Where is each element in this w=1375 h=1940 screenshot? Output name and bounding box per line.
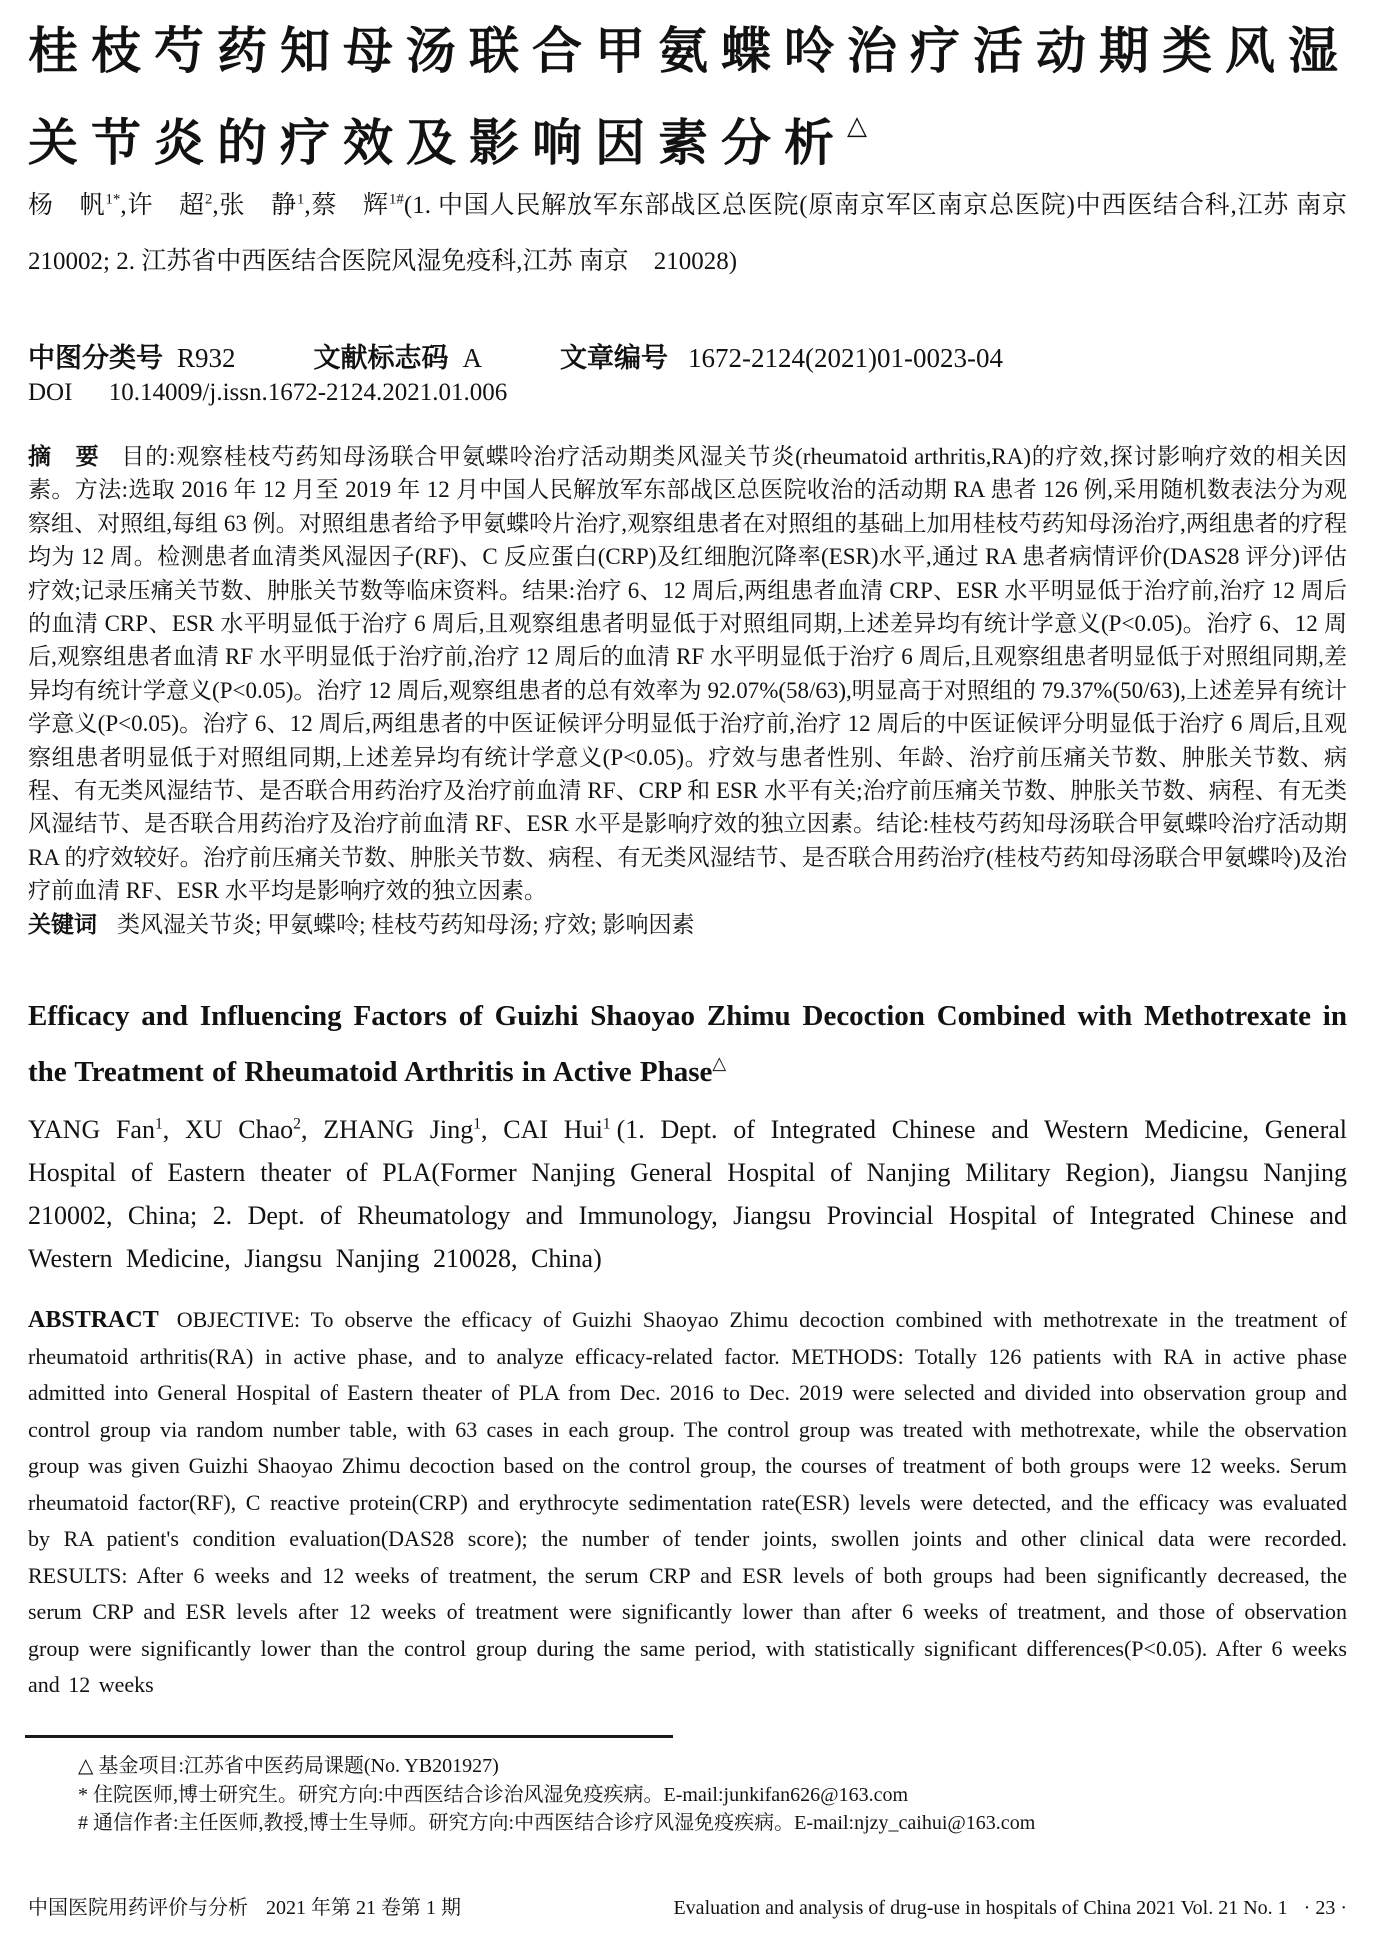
affiliation-cn: (1. 中国人民解放军东部战区总医院(原南京军区南京总医院)中西医结合科,江苏 南京 210002; 2. 江苏省中西医结合医院风湿免疫科,江苏 南京 210028) (28, 192, 1372, 275)
author-en-1: YANG Fan (28, 1115, 155, 1144)
doi-value: 10.14009/j.issn.1672-2124.2021.01.006 (108, 379, 508, 406)
abstract-cn-methods-label: 方法: (74, 477, 128, 503)
title-cn-line1: 桂枝芍药知母汤联合甲氨蝶呤治疗活动期类风湿 (28, 23, 1351, 79)
title-cn-line2 (28, 111, 1347, 171)
authors-en (28, 1108, 1347, 1280)
page-number: · 23 · (1303, 1897, 1347, 1919)
doc-code-value: A (462, 343, 483, 373)
keywords-cn-label: 关键词 (28, 910, 97, 937)
title-cn (28, 23, 1351, 171)
journal-name-en: Evaluation and analysis of drug-use in hospitals of China 2021 Vol. 21 No. 1 (673, 1897, 1288, 1919)
authors-cn (28, 178, 1372, 290)
title-en-text: Efficacy and Influencing Factors of Guizhi Shaoyao Zhimu Decoction Combined with Methotrexate in the Treatment of Rheumatoid Arthritis in Active Phase (28, 1000, 1347, 1088)
author-sep: , (481, 1115, 504, 1144)
title-cn-line2-text: 关节炎的疗效及影响因素分析 (28, 115, 847, 171)
abstract-cn-conclusion-text: 桂枝芍药知母汤联合甲氨蝶呤治疗活动期 RA 的疗效较好。治疗前压痛关节数、肿胀关节数、病程、有无类风湿结节、是否联合用药治疗(桂枝芍药知母汤联合甲氨蝶呤)及治疗前血清 RF、ESR 水平均是影响疗效的独立因素。 (28, 811, 1347, 904)
footer-right (673, 1897, 1347, 1920)
author-cn-1-sup: 1* (105, 191, 121, 208)
abstract-cn-objective-label: 目的: (121, 444, 176, 469)
author-en-4-sup: 1 (602, 1115, 611, 1133)
doc-code-label: 文献标志码 (313, 343, 449, 373)
article-id-value: 1672-2124(2021)01-0023-04 (688, 343, 1003, 373)
author-cn-4-sup: 1# (388, 191, 404, 208)
keywords-cn-text: 类风湿关节炎; 甲氨蝶呤; 桂枝芍药知母汤; 疗效; 影响因素 (117, 911, 695, 937)
abstract-cn-conclusion-label: 结论: (876, 811, 930, 837)
author-sep: , (300, 1115, 324, 1144)
journal-name-cn: 中国医院用药评价与分析 (28, 1897, 248, 1919)
english-block (28, 993, 1347, 1704)
author-sep: , (304, 192, 311, 219)
author-sep: , (162, 1115, 185, 1144)
title-cn-fund-mark: △ (847, 111, 867, 140)
author-en-2: XU Chao (184, 1115, 294, 1144)
abstract-cn-results-text: 治疗 6、12 周后,两组患者血清 CRP、ESR 水平明显低于治疗前,治疗 12 周后的血清 CRP、ESR 水平明显低于治疗 6 周后,且观察组患者明显低于对照组同期,上述差异均有统计学意义(P<0.05)。治疗 6、12 周后,观察组患者血清 RF 水平明显低于治疗前,治疗 12 周后的血清 RF 水平明显低于治疗 6 周后,且观察组患者明显低于对照组同期,差异均有统计学意义(P<0.05)。治疗 12 周后,观察组患者的总有效率为 92.07%(58/63),明显高于对照组的 79.37%(50/63),上述差异有统计学意义(P<0.05)。治疗 6、12 周后,两组患者的中医证候评分明显低于治疗前,治疗 12 周后的中医证候评分明显低于治疗 6 周后,且观察组患者明显低于对照组同期,上述差异均有统计学意义(P<0.05)。疗效与患者性别、年龄、治疗前压痛关节数、肿胀关节数、病程、有无类风湿结节、是否联合用药治疗及治疗前血清 RF、CRP 和 ESR 水平有关;治疗前压痛关节数、肿胀关节数、病程、有无类风湿结节、是否联合用药治疗及治疗前血清 RF、ESR 水平是影响疗效的独立因素。 (28, 577, 1348, 837)
footer-left (28, 1891, 461, 1920)
title-en (28, 993, 1347, 1096)
footnote-first-author: * 住院医师,博士研究生。研究方向:中西医结合诊治风湿免疫疾病。E-mail:junkifan626@163.com (78, 1783, 909, 1806)
author-cn-3: 张 静 (218, 192, 297, 219)
abstract-cn-results-label: 结果: (522, 577, 576, 603)
author-en-4: CAI Hui (503, 1115, 603, 1144)
classification-value: R932 (177, 343, 236, 373)
abstract-en (28, 1302, 1347, 1704)
author-cn-1: 杨 帆 (28, 192, 106, 219)
author-sep: , (120, 192, 127, 219)
abstract-cn-label: 摘 要 (28, 443, 100, 469)
author-en-1-sup: 1 (154, 1115, 163, 1133)
author-sep: , (212, 192, 219, 219)
footnote-fund: △ 基金项目:江苏省中医药局课题(No. YB201927) (78, 1755, 499, 1777)
abstract-cn-objective-text: 观察桂枝芍药知母汤联合甲氨蝶呤治疗活动期类风湿关节炎(rheumatoid arthritis,RA)的疗效,探讨影响疗效的相关因素。 (28, 444, 1348, 503)
classification-row (28, 336, 1347, 375)
abstract-en-text: OBJECTIVE: To observe the efficacy of Guizhi Shaoyao Zhimu decoction combined with methotrexate in the treatment of rheumatoid arthritis(RA) in active phase, and to analyze efficacy-related factor. METHODS: Totally 126 patients with RA in active phase admitted into General Hospital of Eastern theater of PLA from Dec. 2016 to Dec. 2019 were selected and divided into observation group and control group via random number table, with 63 cases in each group. The control group was treated with methotrexate, while the observation group was given Guizhi Shaoyao Zhimu decoction based on the control group, the courses of treatment of both groups were 12 weeks. Serum rheumatoid factor(RF), C reactive protein(CRP) and erythrocyte sedimentation rate(ESR) levels were detected, and the efficacy was evaluated by RA patient's condition evaluation(DAS28 score); the number of tender joints, swollen joints and other clinical data were recorded. RESULTS: After 6 weeks and 12 weeks of treatment, the serum CRP and ESR levels of both groups had been significantly decreased, the serum CRP and ESR levels after 12 weeks of treatment were significantly lower than after 6 weeks of treatment, and those of observation group were significantly lower than the control group during the same period, with statistically significant differences(P<0.05). After 6 weeks and 12 weeks (28, 1307, 1347, 1697)
author-cn-3-sup: 1 (296, 191, 305, 208)
doi-label: DOI (28, 379, 73, 406)
footnotes (78, 1752, 1347, 1838)
author-en-2-sup: 2 (293, 1115, 301, 1133)
author-cn-2: 许 超 (126, 192, 205, 219)
journal-issue-cn: 2021 年第 21 卷第 1 期 (266, 1897, 461, 1919)
keywords-cn (28, 908, 1347, 941)
abstract-cn (28, 440, 1347, 908)
footnote-divider (25, 1735, 673, 1738)
page-footer (28, 1891, 1347, 1920)
doi-row (28, 379, 1347, 407)
author-en-3-sup: 1 (473, 1115, 482, 1133)
title-en-fund-mark: △ (712, 1053, 727, 1073)
footnote-corresponding: # 通信作者:主任医师,教授,博士生导师。研究方向:中西医结合诊疗风湿免疫疾病。E-mail:njzy_caihui@163.com (78, 1812, 1036, 1834)
abstract-cn-methods-text: 选取 2016 年 12 月至 2019 年 12 月中国人民解放军东部战区总医院收治的活动期 RA 患者 126 例,采用随机数表法分为观察组、对照组,每组 63 例。对照组患者给予甲氨蝶呤片治疗,观察组患者在对照组的基础上加用桂枝芍药知母汤治疗,两组患者的疗程均为 12 周。检测患者血清类风湿因子(RF)、C 反应蛋白(CRP)及红细胞沉降率(ESR)水平,通过 RA 患者病情评价(DAS28 评分)评估疗效;记录压痛关节数、肿胀关节数等临床资料。 (28, 477, 1347, 603)
author-cn-2-sup: 2 (204, 191, 213, 208)
author-cn-4: 蔡 辉 (310, 192, 389, 219)
abstract-en-label: ABSTRACT (28, 1307, 159, 1333)
article-id-label: 文章编号 (560, 343, 669, 373)
classification-label: 中图分类号 (28, 343, 163, 373)
affiliation-en: (1. Dept. of Integrated Chinese and Western Medicine, General Hospital of Eastern theater of PLA(Former Nanjing General Hospital of Nanjing Military Region), Jiangsu Nanjing 210002, China; 2. Dept. of Rheumatology and Immunology, Jiangsu Provincial Hospital of Integrated Chinese and Western Medicine, Jiangsu Nanjing 210028, China) (28, 1115, 1348, 1273)
author-en-3: ZHANG Jing (323, 1115, 474, 1144)
abstract-cn-block (28, 440, 1347, 941)
